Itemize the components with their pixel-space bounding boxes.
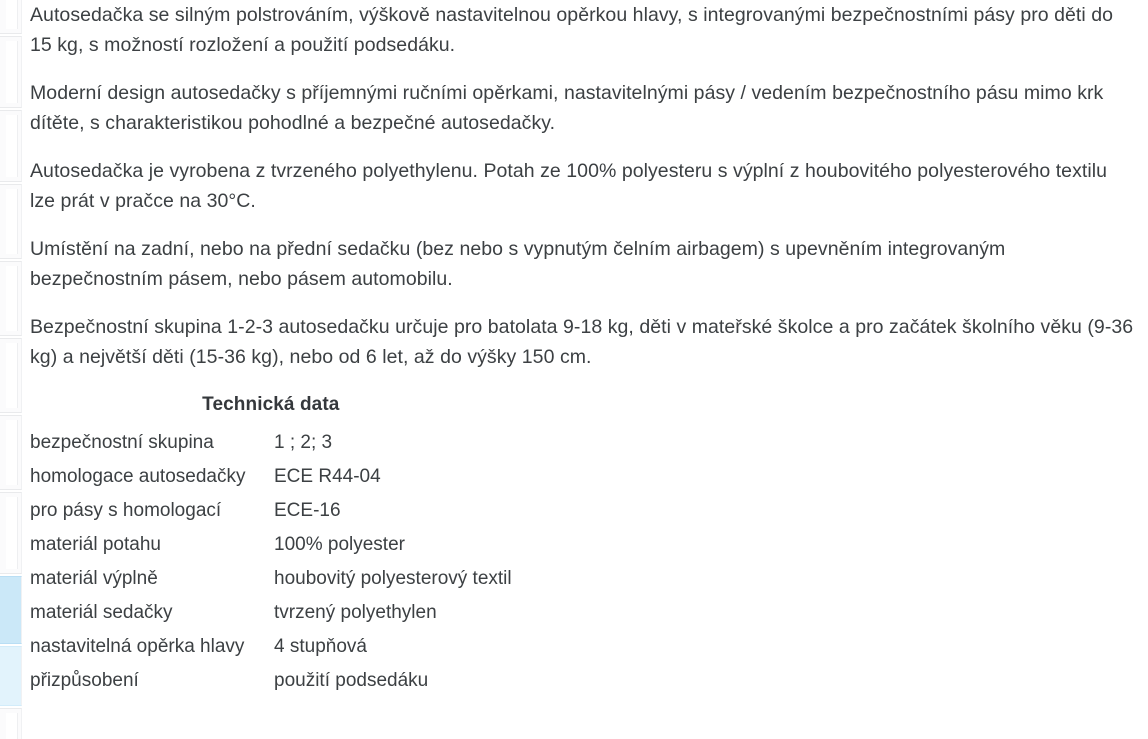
tech-row-label: přizpůsobení: [30, 670, 139, 691]
description-paragraph-2: Moderní design autosedačky s příjemnými ručními opěrkami, nastavitelnými pásy / vedením bezpečnostního pásu mimo krk dítěte, s charakteristikou pohodlné a bezpečné autosedačky.: [30, 82, 1104, 134]
technical-data-title: Technická data: [202, 394, 340, 415]
tech-row-value: 100% polyester: [274, 534, 405, 555]
table-row: [30, 528, 512, 562]
table-row: [30, 596, 512, 630]
technical-data-body: [30, 426, 512, 698]
description-paragraph-3: Autosedačka je vyrobena z tvrzeného polyethylenu. Potah ze 100% polyesteru s výplní z houbovitého polyesterového textilu lze prát v pračce na 30°C.: [30, 160, 1107, 212]
tech-row-label: nastavitelná opěrka hlavy: [30, 636, 245, 657]
rail-segment-inner: [6, 497, 18, 569]
paragraph-spacer: [30, 60, 1138, 78]
rail-segment-inner: [6, 115, 18, 177]
rail-segment-inner: [6, 420, 18, 485]
rail-segment-9[interactable]: [0, 576, 22, 644]
rail-segment-inner: [6, 41, 18, 103]
tech-row-value: použití podsedáku: [274, 670, 429, 691]
product-description-panel: [22, 0, 1148, 739]
table-row: [30, 426, 512, 460]
table-row: [30, 494, 512, 528]
tech-row-label: materiál potahu: [30, 534, 161, 555]
tech-row-value: tvrzený polyethylen: [274, 602, 437, 623]
rail-segment-inner: [6, 713, 18, 739]
rail-segment-inner: [6, 651, 18, 701]
rail-segment-6[interactable]: [0, 338, 22, 413]
rail-segment-8[interactable]: [0, 492, 22, 574]
tech-row-value: houbovitý polyesterový textil: [274, 568, 512, 589]
paragraph-spacer: [30, 138, 1138, 156]
description-paragraph-4: Umístění na zadní, nebo na přední sedačku (bez nebo s vypnutým čelním airbagem) s upevněním integrovaným bezpečnostním pásem, nebo pásem automobilu.: [30, 238, 1006, 290]
rail-segment-5[interactable]: [0, 261, 22, 336]
tech-row-value: 4 stupňová: [274, 636, 367, 657]
rail-segment-11[interactable]: [0, 708, 22, 739]
description-text-block: [22, 0, 1148, 372]
rail-segment-1[interactable]: [0, 0, 22, 34]
tech-row-label: pro pásy s homologací: [30, 500, 222, 521]
rail-segment-3[interactable]: [0, 110, 22, 182]
description-paragraph-1: Autosedačka se silným polstrováním, výškově nastavitelnou opěrkou hlavy, s integrovanými bezpečnostními pásy pro děti do 15 kg, s možností rozložení a použití podsedáku.: [30, 4, 1114, 56]
technical-data-section: [22, 394, 1148, 698]
rail-segment-inner: [6, 0, 18, 29]
rail-segment-4[interactable]: [0, 184, 22, 259]
tech-row-label: bezpečnostní skupina: [30, 432, 214, 453]
tech-row-label: materiál sedačky: [30, 602, 173, 623]
rail-segment-7[interactable]: [0, 415, 22, 490]
tech-row-value: ECE-16: [274, 500, 341, 521]
rail-segment-inner: [6, 266, 18, 331]
table-row: [30, 460, 512, 494]
paragraph-spacer: [30, 216, 1138, 234]
description-paragraph-5: Bezpečnostní skupina 1-2-3 autosedačku určuje pro batolata 9-18 kg, děti v mateřské školce a pro začátek školního věku (9-36 kg) a největší děti (15-36 kg), nebo od 6 let, až do výšky 150 cm.: [30, 316, 1134, 368]
tech-row-label: materiál výplně: [30, 568, 158, 589]
tech-row-value: 1 ; 2; 3: [274, 432, 333, 453]
rail-segment-inner: [6, 343, 18, 408]
left-side-rail[interactable]: [0, 0, 22, 739]
tech-row-value: ECE R44-04: [274, 466, 381, 487]
rail-segment-2[interactable]: [0, 36, 22, 108]
rail-segment-10[interactable]: [0, 646, 22, 706]
paragraph-spacer: [30, 294, 1138, 312]
table-row: [30, 630, 512, 664]
rail-segment-inner: [6, 581, 18, 639]
rail-segment-inner: [6, 189, 18, 254]
table-row: [30, 664, 512, 698]
technical-data-table: [30, 394, 512, 698]
table-row: [30, 562, 512, 596]
tech-row-label: homologace autosedačky: [30, 466, 246, 487]
